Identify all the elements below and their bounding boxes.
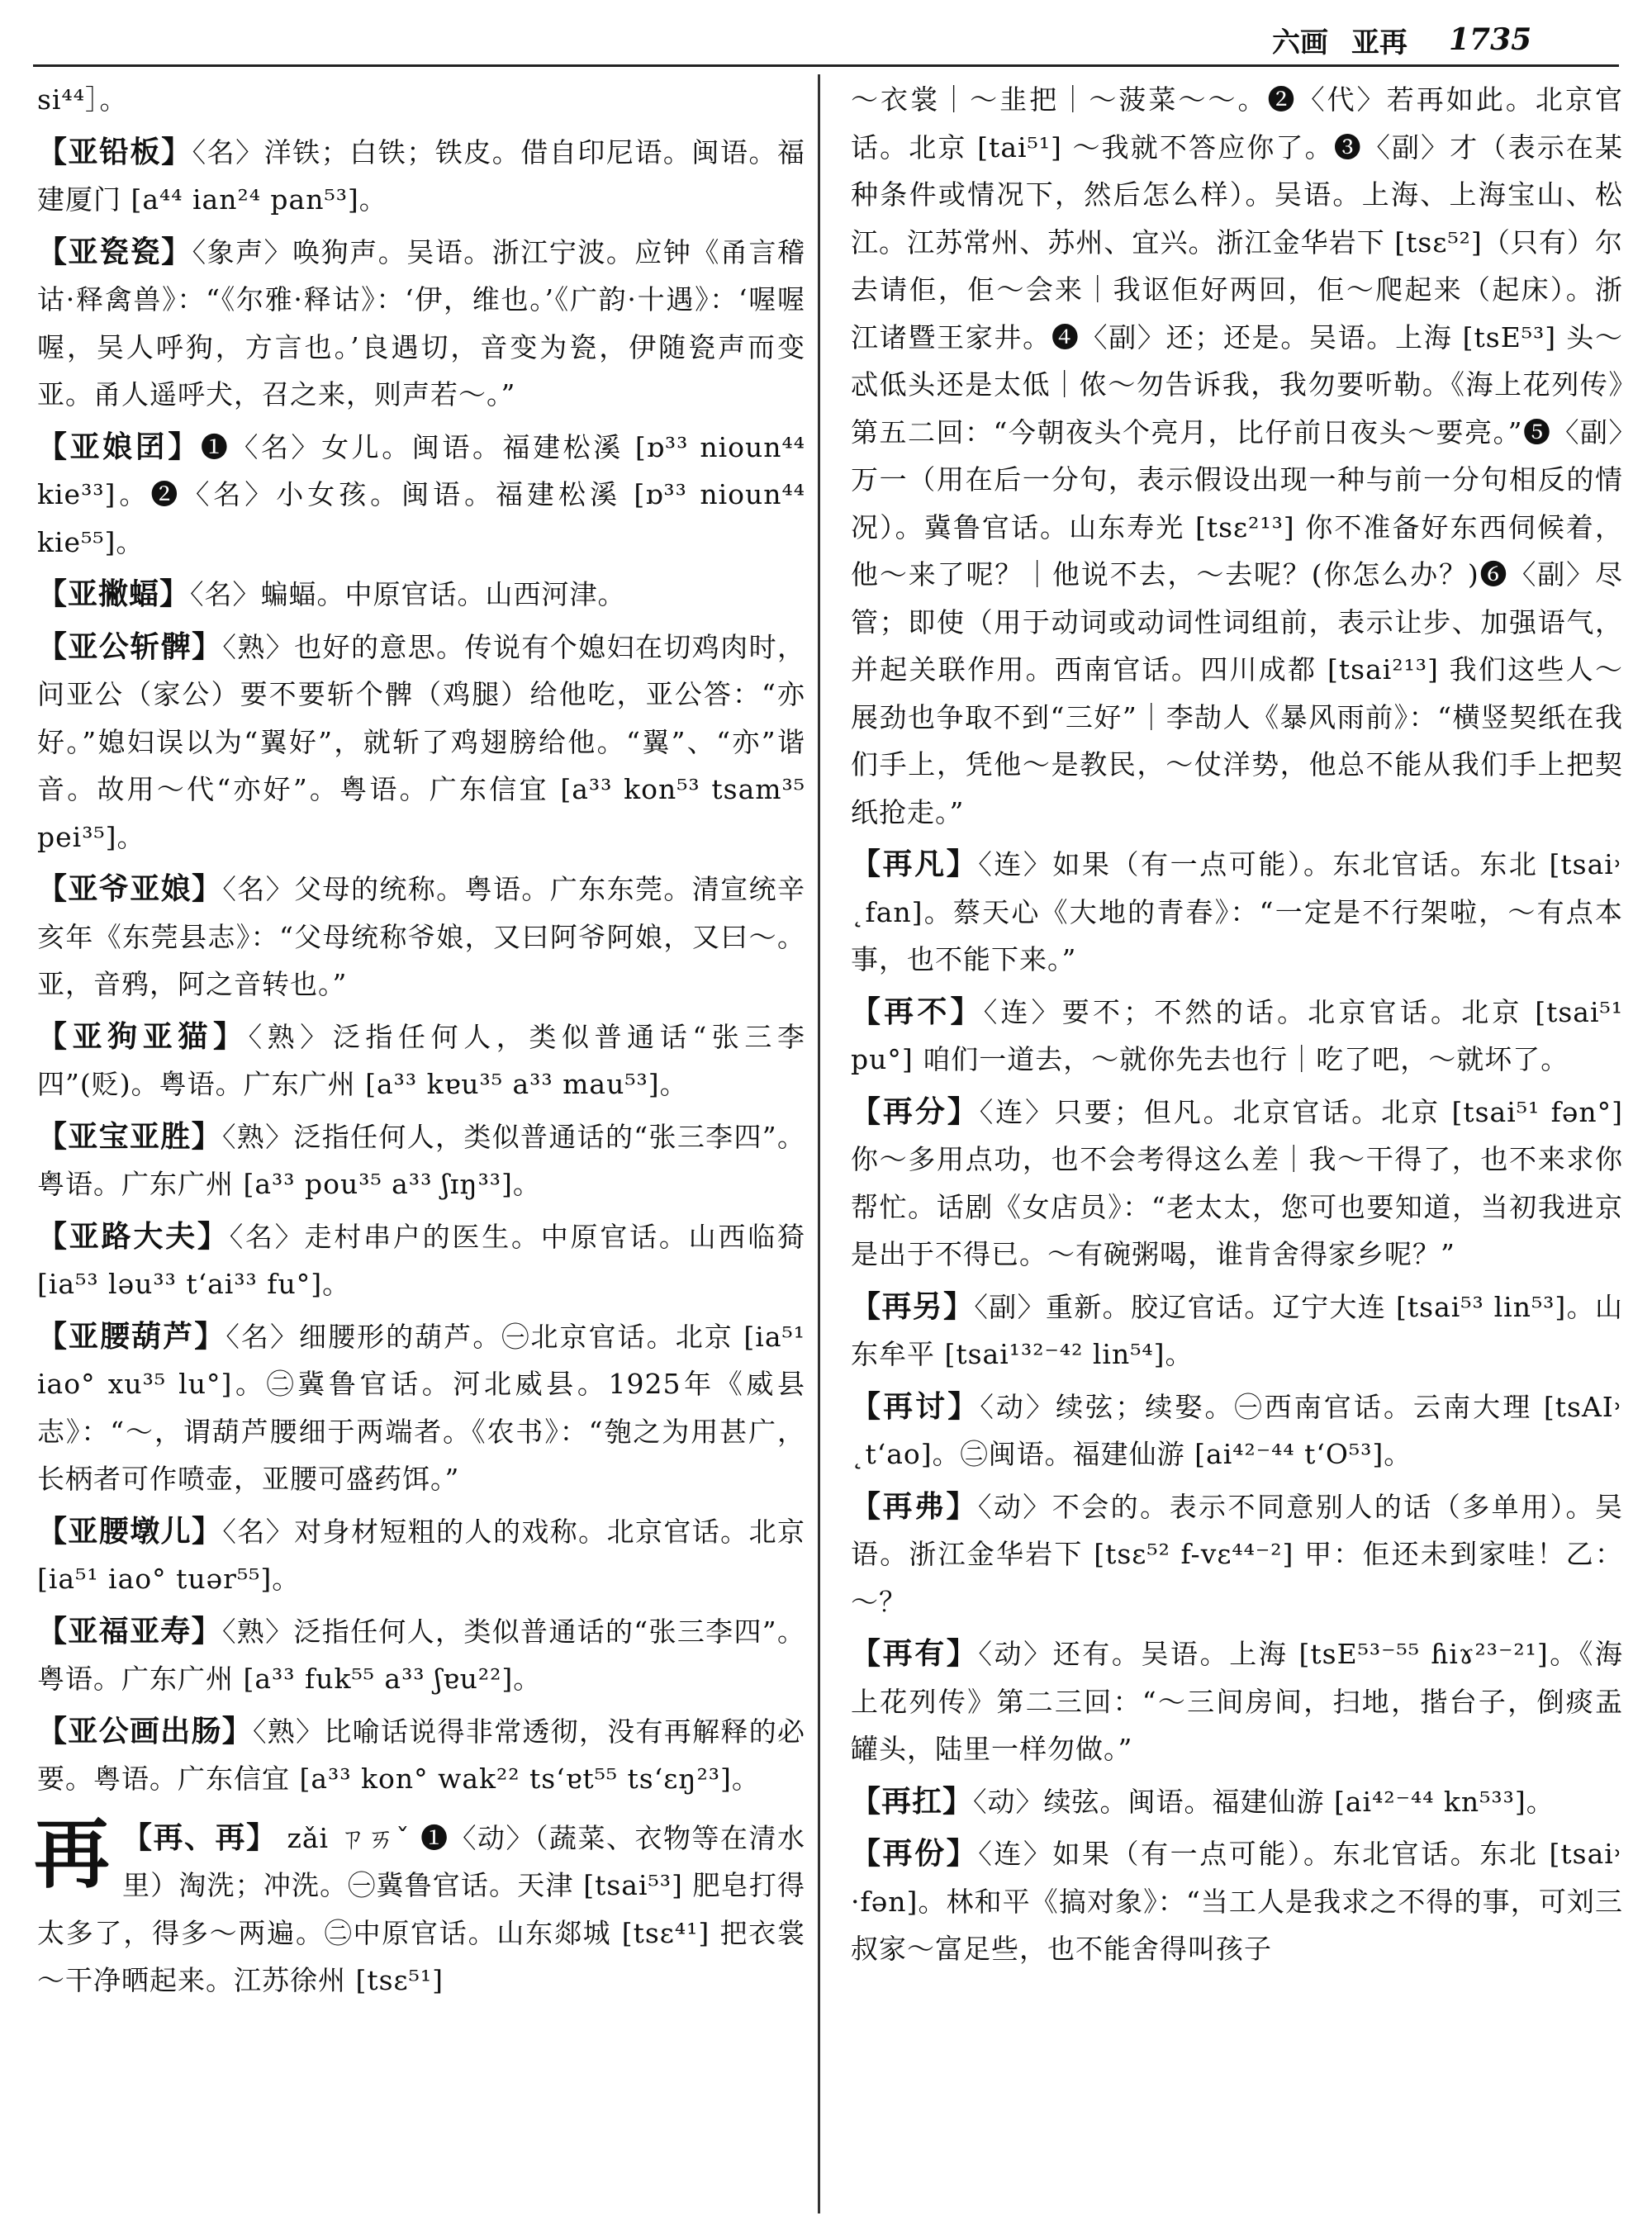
headword: 【亚撇蝠】 bbox=[37, 576, 191, 611]
headword: 【再弗】 bbox=[851, 1488, 978, 1524]
entry bbox=[851, 1778, 1623, 1826]
entry bbox=[37, 1213, 805, 1308]
entry-text: 〈名〉走村串户的医生。中原官话。山西临猗 [ia⁵³ ləu³³ tʻai³³ fu°]。 bbox=[37, 1220, 805, 1300]
entry-text: si⁴⁴］。 bbox=[37, 83, 128, 116]
entry-text: 〈动〉续弦；续娶。㊀西南官话。云南大理 [tsAI˒ ˛tʻao]。㊁闽语。福建仙游 [ai⁴²⁻⁴⁴ tʻO⁵³]。 bbox=[851, 1390, 1623, 1470]
entry bbox=[37, 624, 805, 861]
entry bbox=[851, 989, 1623, 1084]
entry bbox=[37, 1013, 805, 1108]
entry-text: 〈名〉洋铁；白铁；铁皮。借自印尼语。闽语。福建厦门 [a⁴⁴ ian²⁴ pan⁵³]。 bbox=[37, 135, 805, 216]
entry bbox=[37, 1508, 805, 1603]
headword: 【亚铅板】 bbox=[37, 134, 192, 169]
right-column bbox=[851, 76, 1623, 1978]
headword: 【亚腰葫芦】 bbox=[37, 1318, 226, 1354]
entry-text: 〈名〉细腰形的葫芦。㊀北京官话。北京 [ia⁵¹ iao° xu³⁵ lu°]。㊁冀鲁官话。河北威县。1925年《威县志》：“～，谓葫芦腰细于两端者。《农书》：“匏之为用甚广，长柄者可作喷壶，亚腰可盛药饵。” bbox=[37, 1320, 805, 1495]
headword: 【亚狗亚猫】 bbox=[37, 1018, 249, 1054]
entry-text: 〈连〉只要；但凡。北京官话。北京 [tsai⁵¹ fən°] 你～多用点功，也不会考得这么差｜我～干得了，也不来求你帮忙。话剧《女店员》：“老太太，您可也要知道，当初我进京是出于不得已。～有碗粥喝，谁肯舍得家乡呢？” bbox=[851, 1095, 1623, 1270]
entry-text: 〈动〉续弦。闽语。福建仙游 [ai⁴²⁻⁴⁴ kn⁵³³]。 bbox=[973, 1785, 1555, 1818]
entry-text: 〈熟〉比喻话说得非常透彻，没有再解释的必要。粤语。广东信宜 [a³³ kon° wak²² tsʻɐt⁵⁵ tsʻɛŋ²³]。 bbox=[37, 1715, 805, 1795]
entry bbox=[851, 1630, 1623, 1773]
headword: 【亚娘囝】 bbox=[37, 429, 201, 464]
entry-text: 〈连〉要不；不然的话。北京官话。北京 [tsai⁵¹ pu°] 咱们一道去，～就你先去也行｜吃了吧，～就坏了。 bbox=[851, 995, 1623, 1075]
headword: 【亚爷亚娘】 bbox=[37, 871, 223, 906]
pronunciation: zǎi ㄗㄞˇ bbox=[287, 1821, 411, 1854]
variant-forms: 【再、再】 bbox=[122, 1820, 278, 1855]
entry bbox=[851, 1383, 1623, 1478]
headword: 【亚路大夫】 bbox=[37, 1218, 230, 1254]
running-header bbox=[1272, 15, 1627, 64]
main-character: 再 bbox=[34, 1809, 112, 1899]
page-number: 1735 bbox=[1449, 22, 1532, 57]
entry bbox=[851, 1089, 1623, 1279]
entry-text: 〈名〉对身材短粗的人的戏称。北京官话。北京 [ia⁵¹ iao° tuər⁵⁵]。 bbox=[37, 1515, 805, 1595]
entry bbox=[37, 229, 805, 419]
column-divider bbox=[818, 74, 820, 2213]
entry bbox=[37, 1113, 805, 1208]
header-chars: 亚再 bbox=[1351, 26, 1408, 59]
entry-text: ❶〈名〉女儿。闽语。福建松溪 [ɒ³³ nioun⁴⁴ kie³³]。❷〈名〉小女孩。闽语。福建松溪 [ɒ³³ nioun⁴⁴ kie⁵⁵]。 bbox=[37, 430, 805, 558]
entry-text: 〈动〉还有。吴语。上海 [tsE⁵³⁻⁵⁵ ɦiɤ²³⁻²¹]。《海上花列传》第二三回：“～三间房间，扫地，揩台子，倒痰盂罐头，陆里一样勿做。” bbox=[851, 1638, 1623, 1765]
entry-text: 〈名〉父母的统称。粤语。广东东莞。清宣统辛亥年《东莞县志》：“父母统称爷娘，又曰阿爷阿娘，又曰～。亚，音鸦，阿之音转也。” bbox=[37, 873, 805, 1000]
entry bbox=[37, 1708, 805, 1803]
headword: 【亚宝亚胜】 bbox=[37, 1118, 222, 1154]
entry-continuation bbox=[37, 76, 805, 124]
headword: 【亚公斩髀】 bbox=[37, 629, 223, 664]
entry bbox=[37, 866, 805, 1008]
entry-text: 〈连〉如果（有一点可能）。东北官话。东北 [tsai˒ ˛fan]。蔡天心《大地的青春》：“一定是不行架啦，～有点本事，也不能下来。” bbox=[851, 848, 1623, 975]
headword: 【再扛】 bbox=[851, 1783, 974, 1819]
entry-text: 〈动〉不会的。表示不同意别人的话（多单用）。吴语。浙江金华岩下 [tsɛ⁵² f-vɛ⁴⁴⁻²] 甲：佢还未到家哇！乙：～？ bbox=[851, 1490, 1623, 1618]
headword: 【再份】 bbox=[851, 1836, 979, 1871]
headword: 【亚腰墩儿】 bbox=[37, 1513, 223, 1549]
entry bbox=[851, 1283, 1623, 1378]
header-rule bbox=[33, 64, 1619, 67]
headword: 【亚福亚寿】 bbox=[37, 1613, 222, 1649]
headword: 【再讨】 bbox=[851, 1388, 980, 1424]
headword: 【再分】 bbox=[851, 1094, 980, 1129]
entry-text: 〈副〉重新。胶辽官话。辽宁大连 [tsai⁵³ lin⁵³]。山东牟平 [tsai¹³²⁻⁴² lin⁵⁴]。 bbox=[851, 1290, 1623, 1370]
entry bbox=[37, 1313, 805, 1503]
main-character-entry bbox=[34, 1809, 805, 2005]
entry-text: 〈象声〉唤狗声。吴语。浙江宁波。应钟《甬言稽诂·释禽兽》：“《尔雅·释诂》：‘伊，维也。’《广韵·十遇》：‘喔喔喔，吴人呼狗，方言也。’良遇切，音变为瓷，伊随瓷声而变亚。甬人遥呼犬，召之来，则声若～。” bbox=[37, 235, 805, 410]
entry bbox=[851, 1483, 1623, 1626]
headword: 【亚瓷瓷】 bbox=[37, 234, 192, 269]
entry-text: ～衣裳｜～韭把｜～菠菜～～。❷〈代〉若再如此。北京官话。北京 [tai⁵¹] ～我就不答应你了。❸〈副〉才（表示在某种条件或情况下，然后怎么样）。吴语。上海、上海宝山、松江。江苏常州、苏州、宜兴。浙江金华岩下 [tsɛ⁵²]（只有）尔去请佢，佢～会来｜我讴佢好两回，佢～爬起来（起床）。浙江诸暨王家井。❹〈副〉还；还是。吴语。上海 [tsE⁵³] 头～忒低头还是太低｜侬～勿告诉我，我勿要听勒。《海上花列传》第五二回：“今朝夜头个亮月，比仔前日夜头～要亮。”❺〈副〉万一（用在后一分句，表示假设出现一种与前一分句相反的情况）。冀鲁官话。山东寿光 [tsɛ²¹³] 你不准备好东西伺候着，他～来了呢？｜他说不去，～去呢？(你怎么办？)❻〈副〉尽管；即使（用于动词或动词性词组前，表示让步、加强语气，并起关联作用。西南官话。四川成都 [tsai²¹³] 我们这些人～展劲也争取不到“三好”｜李劼人《暴风雨前》：“横竖契纸在我们手上，凭他～是教民，～仗洋势，他总不能从我们手上把契纸抢走。” bbox=[851, 83, 1623, 828]
headword: 【再凡】 bbox=[851, 847, 979, 881]
headword: 【再不】 bbox=[851, 994, 984, 1029]
entry bbox=[37, 424, 805, 567]
entry bbox=[851, 841, 1623, 984]
entry-text: 〈熟〉泛指任何人，类似普通话“张三李四”(贬)。粤语。广东广州 [a³³ kɐu³⁵ a³³ mau⁵³]。 bbox=[37, 1020, 805, 1100]
headword: 【再另】 bbox=[851, 1288, 975, 1324]
section-label: 六画 bbox=[1272, 26, 1328, 59]
entry-text: 〈连〉如果（有一点可能）。东北官话。东北 [tsai˒ ·fən]。林和平《搞对象》：“当工人是我求之不得的事，可刘三叔家～富足些，也不能舍得叫孩子 bbox=[851, 1838, 1623, 1965]
entry-text: ❶〈动〉（蔬菜、衣物等在清水里）淘洗；冲洗。㊀冀鲁官话。天津 [tsai⁵³] 肥皂打得太多了，得多～两遍。㊁中原官话。山东郯城 [tsɛ⁴¹] 把衣裳～干净晒起来。江苏徐州 [tsɛ⁵¹] bbox=[37, 1821, 805, 1996]
entry bbox=[37, 1608, 805, 1703]
entry bbox=[37, 129, 805, 224]
left-column bbox=[34, 76, 805, 2009]
entry bbox=[37, 571, 805, 619]
entry-text: 〈名〉蝙蝠。中原官话。山西河津。 bbox=[190, 578, 626, 610]
entry bbox=[851, 1830, 1623, 1973]
entry-continuation bbox=[851, 76, 1623, 836]
headword: 【再有】 bbox=[851, 1636, 979, 1671]
entry-text: 〈熟〉泛指任何人，类似普通话的“张三李四”。粤语。广东广州 [a³³ pou³⁵ a³³ ʃɪŋ³³]。 bbox=[37, 1120, 805, 1200]
entry-text: 〈熟〉泛指任何人，类似普通话的“张三李四”。粤语。广东广州 [a³³ fuk⁵⁵ a³³ ʃɐu²²]。 bbox=[37, 1615, 805, 1695]
headword: 【亚公画出肠】 bbox=[37, 1713, 254, 1748]
entry-text: 〈熟〉也好的意思。传说有个媳妇在切鸡肉时，问亚公（家公）要不要斩个髀（鸡腿）给他吃，亚公答：“亦好。”媳妇误以为“翼好”，就斩了鸡翅膀给他。“翼”、“亦”谐音。故用～代“亦好”。粤语。广东信宜 [a³³ kon⁵³ tsam³⁵ pei³⁵]。 bbox=[37, 630, 805, 853]
